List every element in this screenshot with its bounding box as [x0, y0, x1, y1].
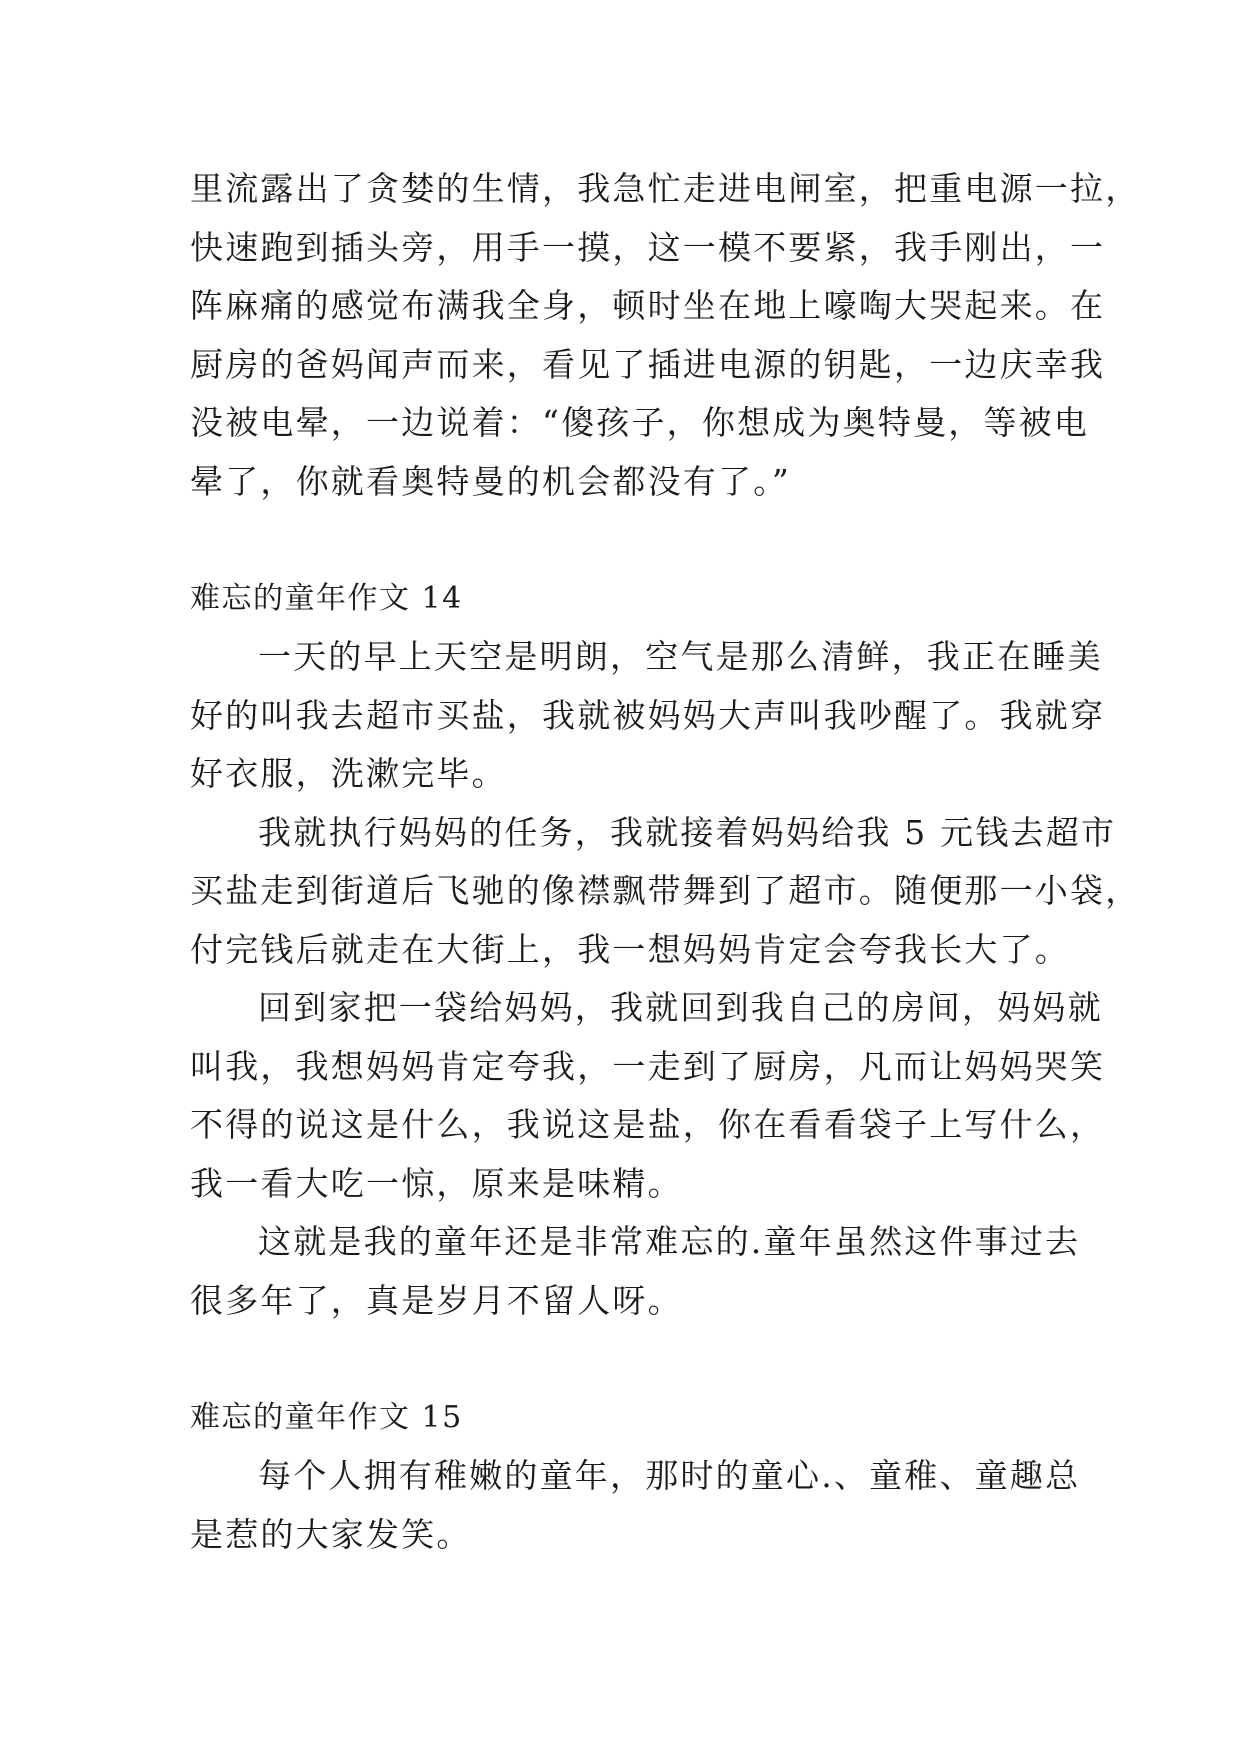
- text-line: 每个人拥有稚嫩的童年，那时的童心.、童稚、童趣总: [258, 1456, 1081, 1495]
- text-line: 是惹的大家发笑。: [190, 1514, 472, 1554]
- essay-title: 难忘的童年作文 14: [190, 580, 463, 616]
- document-page: [190, 160, 1141, 1564]
- text-line: 买盐走到街道后飞驰的像襟飘带舞到了超市。随便那一小袋，: [190, 871, 1141, 910]
- text-line: 晕了，你就看奥特曼的机会都没有了。”: [190, 461, 791, 501]
- section-spacer: [190, 1330, 1050, 1389]
- essay-title: 难忘的童年作文 15: [190, 1399, 463, 1435]
- paragraph-continued: [190, 160, 1141, 511]
- text-line: 好衣服，洗漱完毕。: [190, 754, 507, 793]
- text-line: 我一看大吃一惊，原来是味精。: [190, 1163, 683, 1203]
- text-line: 快速跑到插头旁，用手一摸，这一模不要紧，我手刚出，一: [190, 227, 1106, 267]
- paragraph: [190, 1447, 1081, 1564]
- text-line: 厨房的爸妈闻声而来，看见了插进电源的钥匙，一边庆幸我: [190, 344, 1106, 384]
- paragraph: [190, 804, 1141, 980]
- text-line: 回到家把一袋给妈妈，我就回到我自己的房间，妈妈就: [258, 988, 1103, 1027]
- text-line: 一天的早上天空是明朗，空气是那么清鲜，我正在睡美: [258, 637, 1103, 676]
- paragraph: [190, 628, 1106, 804]
- text-line: 叫我，我想妈妈肯定夸我，一走到了厨房，凡而让妈妈哭笑: [190, 1046, 1106, 1086]
- text-line: 没被电晕，一边说着：“傻孩子，你想成为奥特曼，等被电: [190, 403, 1090, 442]
- text-line: 里流露出了贪婪的生情，我急忙走进电闸室，把重电源一拉，: [190, 169, 1141, 208]
- text-line: 不得的说这是什么，我说这是盐，你在看看袋子上写什么，: [190, 1105, 1106, 1144]
- paragraph: [190, 979, 1106, 1213]
- text-line: 好的叫我去超市买盐，我就被妈妈大声叫我吵醒了。我就穿: [190, 695, 1106, 735]
- text-line: 阵麻痛的感觉布满我全身，顿时坐在地上嚎啕大哭起来。在: [190, 286, 1106, 325]
- text-line: 我就执行妈妈的任务，我就接着妈妈给我 5 元钱去超市: [258, 812, 1117, 852]
- text-line: 这就是我的童年还是非常难忘的.童年虽然这件事过去: [258, 1222, 1081, 1261]
- text-line: 很多年了，真是岁月不留人呀。: [190, 1280, 683, 1320]
- section-spacer: [190, 511, 1050, 570]
- essay-15: [190, 1389, 1081, 1565]
- text-line: 付完钱后就走在大街上，我一想妈妈肯定会夸我长大了。: [190, 929, 1070, 969]
- paragraph: [190, 1213, 1081, 1330]
- essay-14: [190, 570, 1141, 1331]
